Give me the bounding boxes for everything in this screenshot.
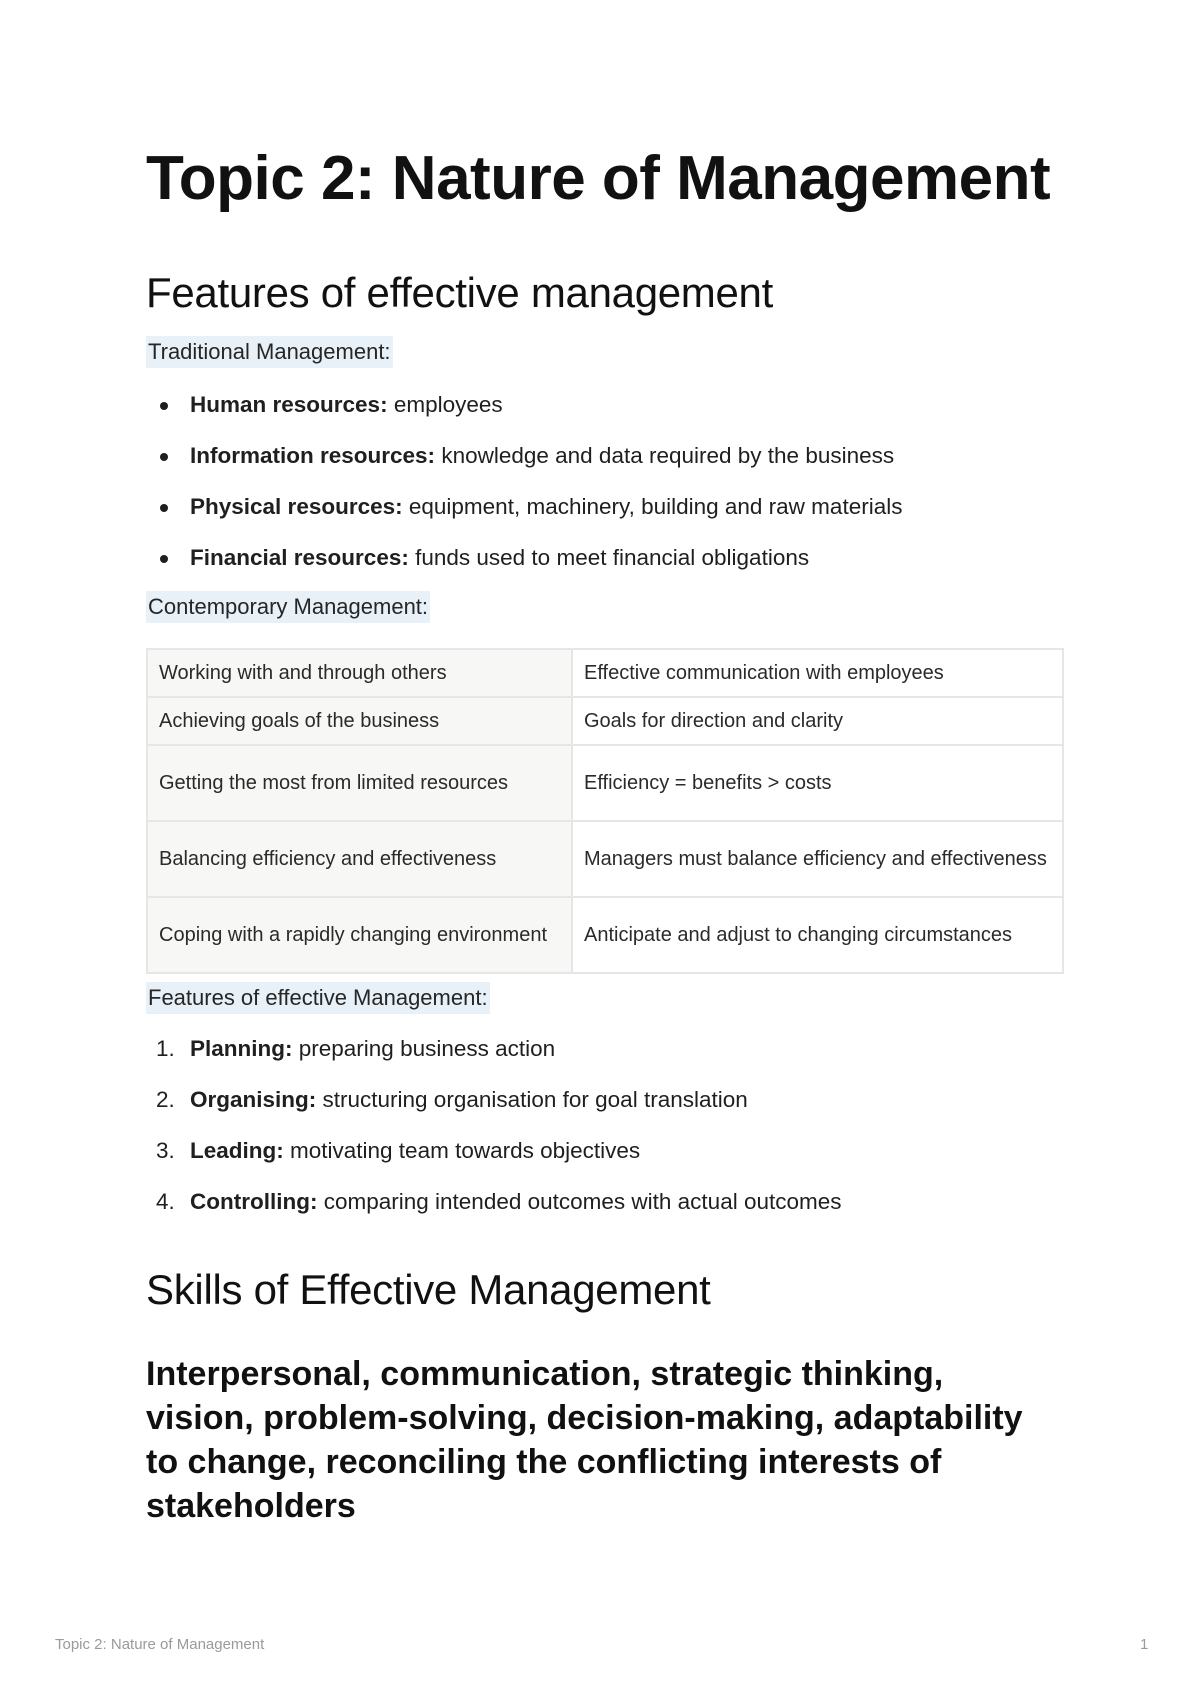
list-item bbox=[146, 541, 902, 592]
list-item bbox=[146, 439, 902, 490]
table-cell-left: Working with and through others bbox=[147, 649, 572, 697]
contemporary-management-table bbox=[146, 648, 1064, 974]
list-item-term: Financial resources: bbox=[190, 545, 409, 570]
list-item-term: Planning: bbox=[190, 1036, 293, 1061]
list-item-desc: funds used to meet financial obligations bbox=[408, 545, 810, 570]
traditional-resources-list bbox=[146, 388, 902, 592]
list-item-number: 1. bbox=[156, 1036, 175, 1061]
bullet-icon bbox=[160, 453, 168, 461]
table-row bbox=[147, 697, 1063, 745]
traditional-management-label: Traditional Management: bbox=[146, 336, 393, 368]
table-cell-right: Managers must balance efficiency and effectiveness bbox=[572, 821, 1063, 897]
list-item-term: Controlling: bbox=[190, 1189, 318, 1214]
list-item-desc: motivating team towards objectives bbox=[283, 1138, 641, 1163]
list-item bbox=[146, 490, 902, 541]
list-item-desc: preparing business action bbox=[292, 1036, 556, 1061]
list-item-term: Information resources: bbox=[190, 443, 436, 468]
bullet-icon bbox=[160, 504, 168, 512]
footer-document-title: Topic 2: Nature of Management bbox=[55, 1636, 265, 1653]
list-item bbox=[146, 388, 902, 439]
list-item-term: Human resources: bbox=[190, 392, 388, 417]
list-item-desc: comparing intended outcomes with actual outcomes bbox=[317, 1189, 842, 1214]
skills-subheading: Interpersonal, communication, strategic thinking, vision, problem-solving, decision-making, adaptability to change, reconciling the conflicting interests of stakeholders bbox=[146, 1355, 1023, 1525]
list-item-number: 2. bbox=[156, 1087, 175, 1112]
table-cell-left: Getting the most from limited resources bbox=[147, 745, 572, 821]
footer-page-number: 1 bbox=[1140, 1636, 1149, 1653]
list-item-desc: equipment, machinery, building and raw materials bbox=[402, 494, 903, 519]
section-heading-skills: Skills of Effective Management bbox=[146, 1266, 711, 1313]
list-item bbox=[146, 1134, 842, 1185]
list-item-number: 3. bbox=[156, 1138, 175, 1163]
list-item-desc: structuring organisation for goal translation bbox=[316, 1087, 748, 1112]
contemporary-management-label: Contemporary Management: bbox=[146, 591, 430, 623]
table-cell-right: Effective communication with employees bbox=[572, 649, 1063, 697]
table-row bbox=[147, 821, 1063, 897]
list-item-number: 4. bbox=[156, 1189, 175, 1214]
table-row bbox=[147, 649, 1063, 697]
list-item bbox=[146, 1032, 842, 1083]
table-row bbox=[147, 897, 1063, 973]
table-cell-right: Anticipate and adjust to changing circumstances bbox=[572, 897, 1063, 973]
table-cell-right: Goals for direction and clarity bbox=[572, 697, 1063, 745]
list-item-term: Leading: bbox=[190, 1138, 284, 1163]
table-cell-left: Achieving goals of the business bbox=[147, 697, 572, 745]
table-cell-right: Efficiency = benefits > costs bbox=[572, 745, 1063, 821]
table-cell-left: Balancing efficiency and effectiveness bbox=[147, 821, 572, 897]
list-item bbox=[146, 1185, 842, 1236]
page-title: Topic 2: Nature of Management bbox=[146, 144, 1051, 213]
bullet-icon bbox=[160, 555, 168, 563]
features-numbered-list bbox=[146, 1032, 842, 1236]
bullet-icon bbox=[160, 402, 168, 410]
list-item-desc: knowledge and data required by the business bbox=[435, 443, 895, 468]
list-item-term: Organising: bbox=[190, 1087, 317, 1112]
section-heading-features: Features of effective management bbox=[146, 269, 773, 316]
list-item-term: Physical resources: bbox=[190, 494, 403, 519]
table-row bbox=[147, 745, 1063, 821]
table-cell-left: Coping with a rapidly changing environment bbox=[147, 897, 572, 973]
features-management-label: Features of effective Management: bbox=[146, 982, 490, 1014]
list-item bbox=[146, 1083, 842, 1134]
list-item-desc: employees bbox=[387, 392, 503, 417]
